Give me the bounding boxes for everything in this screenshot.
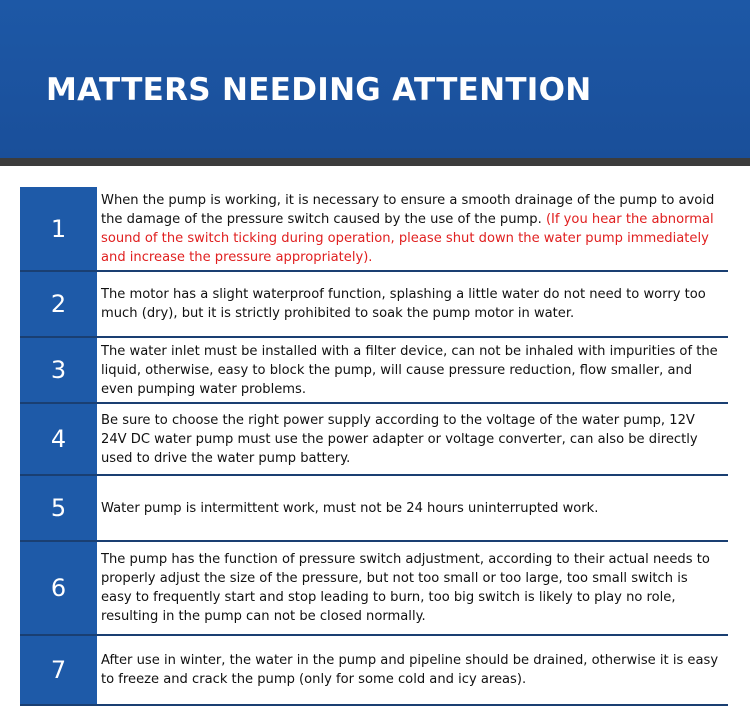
row-number-3: 3 [20,338,97,402]
header-divider [0,158,750,166]
attention-row-7 [20,636,728,706]
row-text-4-main: Be sure to choose the right power supply according to the voltage of the water pump, 12V 24V DC water pump must use the power adapter or voltage converter, can also be directly used to drive the water pump battery. [101,412,698,466]
row-number-1: 1 [20,187,97,270]
row-text-7 [101,636,722,704]
row-text-3 [101,338,722,402]
attention-row-6 [20,542,728,636]
attention-row-3 [20,338,728,404]
row-number-5: 5 [20,476,97,540]
attention-row-4 [20,404,728,476]
header-banner [0,0,750,158]
page-title: MATTERS NEEDING ATTENTION [46,72,592,108]
row-text-1-main: When the pump is working, it is necessary to ensure a smooth drainage of the pump to avoid the damage of the pressure switch caused by the use of the pump. [101,192,715,227]
row-text-4 [101,404,722,474]
row-number-6: 6 [20,542,97,634]
row-text-3-main: The water inlet must be installed with a filter device, can not be inhaled with impurities of the liquid, otherwise, easy to block the pump, will cause pressure reduction, flow smaller, and even pumping water problems. [101,343,718,397]
row-text-1 [101,187,722,270]
row-text-6 [101,542,722,634]
row-number-2: 2 [20,272,97,336]
row-text-7-main: After use in winter, the water in the pump and pipeline should be drained, otherwise it is easy to freeze and crack the pump (only for some cold and icy areas). [101,653,719,687]
row-text-5-main: Water pump is intermittent work, must not be 24 hours uninterrupted work. [101,500,599,516]
attention-row-2 [20,272,728,338]
attention-row-1 [20,187,728,272]
row-text-2-main: The motor has a slight waterproof function, splashing a little water do not need to worry too much (dry), but it is strictly prohibited to soak the pump motor in water. [101,287,706,321]
attention-row-5 [20,476,728,542]
row-text-5 [101,476,722,540]
row-number-4: 4 [20,404,97,474]
row-text-1-warning: (If you hear the abnormal sound of the switch ticking during operation, please shut down the water pump immediately and increase the pressure appropriately). [101,211,714,265]
row-text-2 [101,272,722,336]
row-number-7: 7 [20,636,97,704]
row-text-6-main: The pump has the function of pressure switch adjustment, according to their actual needs to properly adjust the size of the pressure, but not too small or too large, too small switch is easy to frequently start and stop leading to burn, too big switch is likely to play no role, resulting in the pump can not be closed normally. [101,552,710,624]
